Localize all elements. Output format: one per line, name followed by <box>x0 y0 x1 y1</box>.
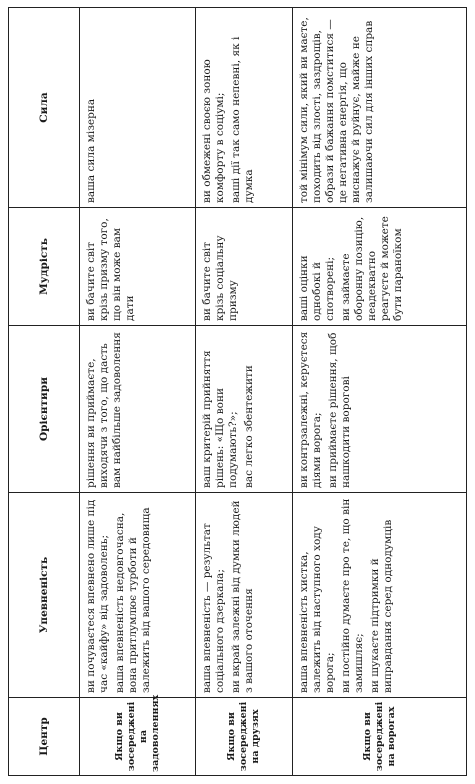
cell-confidence <box>80 493 196 698</box>
cell-text: ваш критерій прийняття рішень: «Що вони подумають?»; <box>201 350 240 488</box>
cell-text: ваша впевненість недовгочасна, вона притлумлює турботи й залежить від вашого середовища <box>114 507 152 693</box>
cell-text: ви почуваєтеся впевнено лише під час «кайфу» від задоволень; <box>85 499 110 693</box>
cell-power <box>196 8 293 208</box>
cell-wisdom <box>293 208 467 326</box>
cell-text: ви постійно думаєте про те, що він замишляє; <box>340 498 366 693</box>
cell-wisdom <box>196 208 293 326</box>
cell-confidence <box>293 493 467 698</box>
cell-text: ви обмежені своєю зоною комфорту в соціумі; <box>201 59 227 203</box>
cell-text: рішення ви приймаєте, виходячи з того, що дасть вам найбільше задоволення <box>85 332 123 488</box>
column-header-guidance: Орієнтири <box>9 326 80 493</box>
column-header-wisdom: Мудрість <box>9 208 80 326</box>
cell-text: ваші дії так само непевні, як і думка <box>230 36 256 203</box>
column-header-center: Центр <box>9 698 80 776</box>
cell-guidance <box>293 326 467 493</box>
cell-wisdom <box>80 208 196 326</box>
cell-text: вас легко збентежити <box>243 365 256 488</box>
cell-power <box>80 8 196 208</box>
cell-guidance <box>80 326 196 493</box>
cell-text: ваша сила мізерна <box>85 98 97 203</box>
cell-power <box>293 8 467 208</box>
cell-text: ваша впевненість — результат соціального дзеркала; <box>201 523 227 693</box>
cell-text: ви приймаєте рішення, щоб нашкодити ворогові <box>327 332 353 488</box>
comparison-table <box>8 7 467 776</box>
cell-text: ви займаєте оборонну позицію, неадекватно реагуєте й можете бути параноїком <box>340 216 405 321</box>
cell-confidence <box>196 493 293 698</box>
cell-text: ви бачите світ крізь соціальну призму <box>201 235 240 321</box>
table-row <box>80 8 196 776</box>
row-header: Якщо ви зосереджені на друзях <box>196 698 293 776</box>
cell-text: ваша впевненість хистка, залежить від наступного ходу ворога; <box>298 526 337 693</box>
cell-guidance <box>196 326 293 493</box>
column-header-power: Сила <box>9 8 80 208</box>
table-row <box>293 8 467 776</box>
cell-text: той мінімум сили, який ви маєте, походить від злості, заздрощів, образи й бажання помститися — це негативна енергія, що виснажує й руйнує, майже не залишаючи сил для інших справ <box>298 17 376 203</box>
row-header: Якщо ви зосереджені на ворогах <box>293 698 467 776</box>
table-row <box>196 8 293 776</box>
cell-text: ви шукаєте підтримки й виправдання серед однодумців <box>369 519 395 693</box>
header-row <box>9 8 80 776</box>
column-header-confidence: Упевненість <box>9 493 80 698</box>
cell-text: ваші оцінки однобокі й спотворені; <box>298 255 337 321</box>
cell-text: ви бачите світ крізь призму того, що він може вам дати <box>85 218 136 321</box>
cell-text: ви вкрай залежні від думки людей з вашого оточення <box>230 500 256 693</box>
cell-text: ви контрзалежні, керуєтеся діями ворога; <box>298 331 324 488</box>
row-header: Якщо ви зосереджені на задоволеннях <box>80 698 196 776</box>
